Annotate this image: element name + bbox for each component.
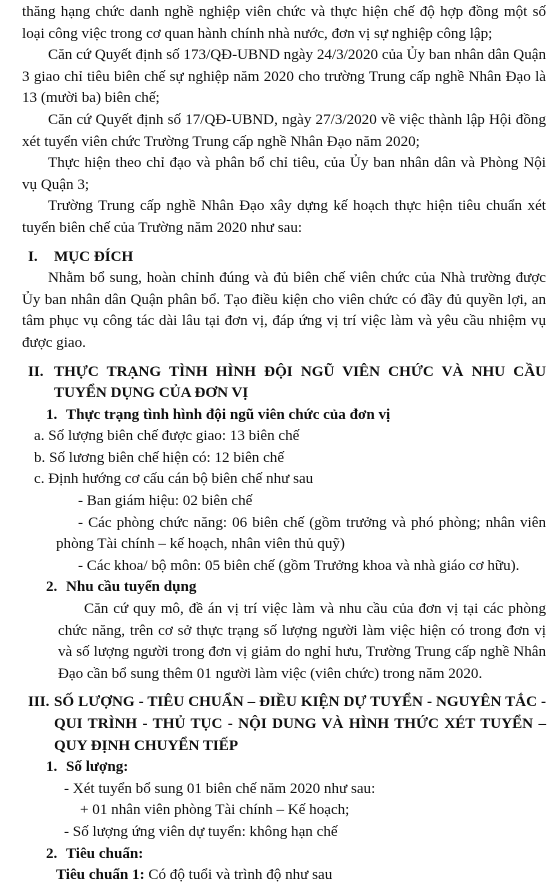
- legal-basis-paragraph: Căn cứ Quyết định số 17/QĐ-UBND, ngày 27/3/2020 về việc thành lập Hội đồng xét tuyển viên chức Trường Trung cấp nghề Nhân Đạo năm 2020;: [22, 111, 546, 150]
- list-item: - Các phòng chức năng: 06 biên chế (gồm trưởng và phó phòng; nhân viên phòng Tài chính – kế hoạch, nhân viên thủ quỹ): [56, 514, 546, 553]
- list-item: + 01 nhân viên phòng Tài chính – Kế hoạch;: [80, 802, 350, 819]
- subsection-title: Số lượng:: [66, 759, 129, 776]
- section-body: Nhằm bổ sung, hoàn chỉnh đúng và đủ biên chế viên chức của Nhà trường được Ủy ban nhân dân Quận phân bổ. Tạo điều kiện cho viên chức có đầy đủ quyền lợi, an tâm phục vụ công tác dài lâu tại đơn vị, đáp ứng vị trí việc làm và yêu cầu nhiệm vụ được giao.: [22, 270, 546, 351]
- subsection-title: Thực trạng tình hình đội ngũ viên chức của đơn vị: [66, 406, 391, 423]
- subsection-heading: [22, 844, 546, 866]
- section-number: I.: [28, 248, 38, 265]
- section-number: III.: [28, 694, 50, 711]
- section-title: SỐ LƯỢNG - TIÊU CHUẨN – ĐIỀU KIỆN DỰ TUYỂN - NGUYÊN TẮC - QUI TRÌNH - THỦ TỤC - NỘI DUNG VÀ HÌNH THỨC XÉT TUYỂN – QUY ĐỊNH CHUYỂN TIẾP: [54, 694, 546, 754]
- subsection-heading: [22, 577, 546, 599]
- section-heading: [22, 362, 546, 405]
- subsection-number: 1.: [46, 406, 58, 423]
- section-title: MỤC ĐÍCH: [54, 248, 134, 265]
- subsection-number: 2.: [46, 579, 58, 596]
- directive-paragraph: Thực hiện theo chỉ đạo và phân bổ chỉ tiêu, của Ủy ban nhân dân và Phòng Nội vụ Quận 3;: [22, 155, 546, 193]
- section-number: II.: [28, 363, 44, 380]
- subsection-title: Tiêu chuẩn:: [66, 845, 144, 862]
- list-item: - Xét tuyển bổ sung 01 biên chế năm 2020 như sau:: [64, 780, 376, 797]
- subsection-number: 1.: [46, 759, 58, 776]
- subsection-body: Căn cứ quy mô, đề án vị trí việc làm và nhu cầu của đơn vị tại các phòng chức năng, trên cơ sở thực trạng số lượng người làm việc hiện có trong đơn vị và số lượng người trong đơn vị giảm do nghỉ hưu, Trường Trung cấp nghề Nhân Đạo cần bổ sung thêm 01 người làm việc (viên chức) trong năm 2020.: [58, 601, 546, 682]
- standard-line: [22, 865, 546, 887]
- intro-paragraph: thăng hạng chức danh nghề nghiệp viên chức và thực hiện chế độ hợp đồng một số loại công việc trong cơ quan hành chính nhà nước, đơn vị sự nghiệp công lập;: [22, 4, 546, 42]
- subsection-heading: [22, 405, 546, 427]
- section-heading: [22, 247, 546, 269]
- subsection-number: 2.: [46, 845, 58, 862]
- list-item: - Ban giám hiệu: 02 biên chế: [78, 493, 253, 510]
- list-item: - Các khoa/ bộ môn: 05 biên chế (gồm Trưởng khoa và nhà giáo cơ hữu).: [78, 557, 520, 574]
- list-item: c. Định hướng cơ cấu cán bộ biên chế như sau: [34, 471, 314, 488]
- list-item: a. Số lượng biên chế được giao: 13 biên chế: [34, 428, 300, 445]
- list-item: - Số lượng ứng viên dự tuyển: không hạn chế: [64, 823, 338, 840]
- subsection-title: Nhu cầu tuyển dụng: [66, 579, 197, 596]
- section-heading: [22, 692, 546, 757]
- list-item: b. Số lương biên chế hiện có: 12 biên chế: [34, 449, 285, 466]
- subsection-heading: [22, 757, 546, 779]
- plan-intro-paragraph: Trường Trung cấp nghề Nhân Đạo xây dựng kế hoạch thực hiện tiêu chuẩn xét tuyển biên chế của Trường năm 2020 như sau:: [22, 198, 546, 236]
- section-title: THỰC TRẠNG TÌNH HÌNH ĐỘI NGŨ VIÊN CHỨC VÀ NHU CẦU TUYỂN DỤNG CỦA ĐƠN VỊ: [54, 363, 546, 402]
- standard-label: Tiêu chuẩn 1:: [56, 867, 145, 884]
- standard-text: Có độ tuổi và trình độ như sau: [144, 867, 333, 884]
- legal-basis-paragraph: Căn cứ Quyết định số 173/QĐ-UBND ngày 24/3/2020 của Ủy ban nhân dân Quận 3 giao chỉ tiêu biên chế sự nghiệp năm 2020 cho trường Trung cấp nghề Nhân Đạo là 13 (mười ba) biên chế;: [22, 47, 546, 107]
